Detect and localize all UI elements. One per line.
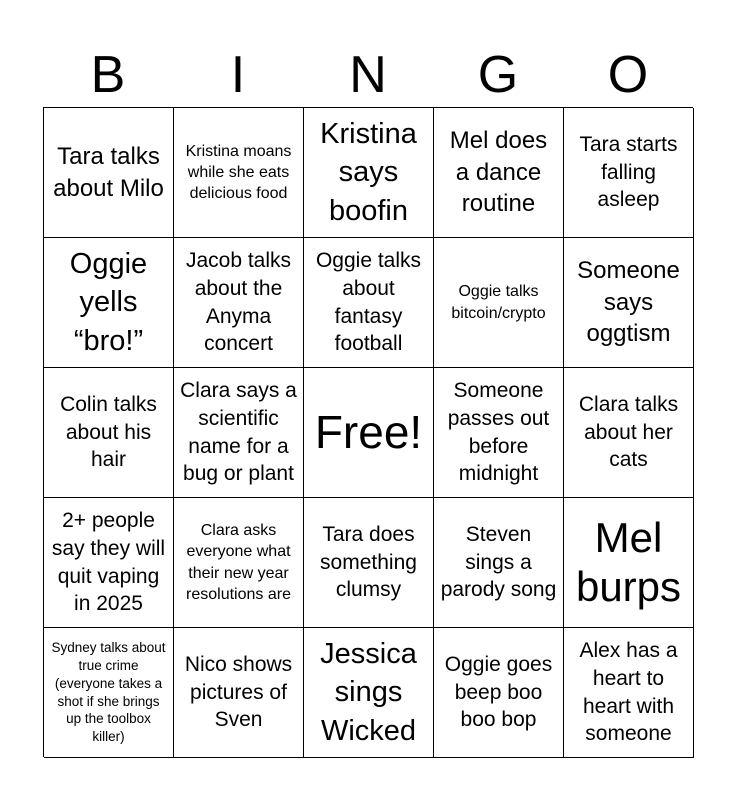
header-letter-i: I (230, 46, 246, 104)
bingo-header (43, 44, 693, 106)
cell-text: Oggie talks bitcoin/crypto (451, 283, 546, 322)
cell-text: Clara says a scientific name for a bug or plant (180, 378, 297, 486)
cell-text: Oggie goes beep boo boo bop (444, 652, 553, 732)
bingo-cell[interactable] (304, 238, 434, 368)
cell-text: Mel burps (575, 514, 682, 610)
bingo-cell[interactable] (434, 368, 564, 498)
cell-text: Nico shows pictures of Sven (184, 652, 293, 732)
cell-text: Kristina says boofin (320, 117, 417, 227)
cell-text: Clara asks everyone what their new year resolutions are (186, 521, 291, 603)
cell-text: Kristina moans while she eats delicious food (185, 142, 292, 203)
cell-text: Steven sings a parody song (440, 522, 557, 602)
bingo-cell[interactable] (434, 108, 564, 238)
header-letter-o: O (607, 46, 649, 104)
bingo-cell[interactable] (44, 238, 174, 368)
free-space-text: Free! (314, 406, 423, 459)
cell-text: Clara talks about her cats (578, 392, 679, 472)
bingo-grid (43, 107, 693, 757)
cell-text: Oggie yells “bro!” (69, 247, 148, 357)
cell-text: Sydney talks about true crime (everyone takes a shot if she brings up the toolbox killer) (51, 639, 166, 745)
cell-text: Colin talks about his hair (60, 392, 157, 472)
bingo-cell[interactable] (174, 628, 304, 758)
header-letter-n: N (349, 46, 387, 104)
cell-text: Someone says oggtism (577, 256, 680, 348)
bingo-cell[interactable] (174, 238, 304, 368)
cell-text: Oggie talks about fantasy football (315, 248, 422, 356)
bingo-cell[interactable] (564, 368, 694, 498)
bingo-cell[interactable] (434, 498, 564, 628)
cell-text: Jacob talks about the Anyma concert (185, 248, 292, 356)
bingo-cell[interactable] (174, 368, 304, 498)
cell-text: Tara talks about Milo (53, 142, 164, 202)
bingo-cell[interactable] (304, 628, 434, 758)
bingo-cell[interactable] (44, 368, 174, 498)
cell-text: Alex has a heart to heart with someone (579, 638, 678, 746)
bingo-cell[interactable] (304, 108, 434, 238)
free-space-cell[interactable] (304, 368, 434, 498)
bingo-cell[interactable] (434, 628, 564, 758)
cell-text: 2+ people say they will quit vaping in 2025 (51, 508, 166, 616)
cell-text: Tara does something clumsy (320, 522, 417, 602)
bingo-cell[interactable] (304, 498, 434, 628)
bingo-cell[interactable] (44, 498, 174, 628)
bingo-cell[interactable] (564, 238, 694, 368)
bingo-cell[interactable] (564, 628, 694, 758)
cell-text: Jessica sings Wicked (320, 637, 417, 747)
cell-text: Tara starts falling asleep (579, 132, 678, 212)
bingo-cell[interactable] (434, 238, 564, 368)
bingo-cell[interactable] (174, 108, 304, 238)
header-letter-g: G (477, 46, 519, 104)
cell-text: Mel does a dance routine (449, 126, 548, 218)
header-letter-b: B (90, 46, 126, 104)
cell-text: Someone passes out before midnight (447, 378, 550, 486)
bingo-cell[interactable] (564, 498, 694, 628)
bingo-cell[interactable] (174, 498, 304, 628)
bingo-cell[interactable] (564, 108, 694, 238)
bingo-cell[interactable] (44, 628, 174, 758)
bingo-cell[interactable] (44, 108, 174, 238)
